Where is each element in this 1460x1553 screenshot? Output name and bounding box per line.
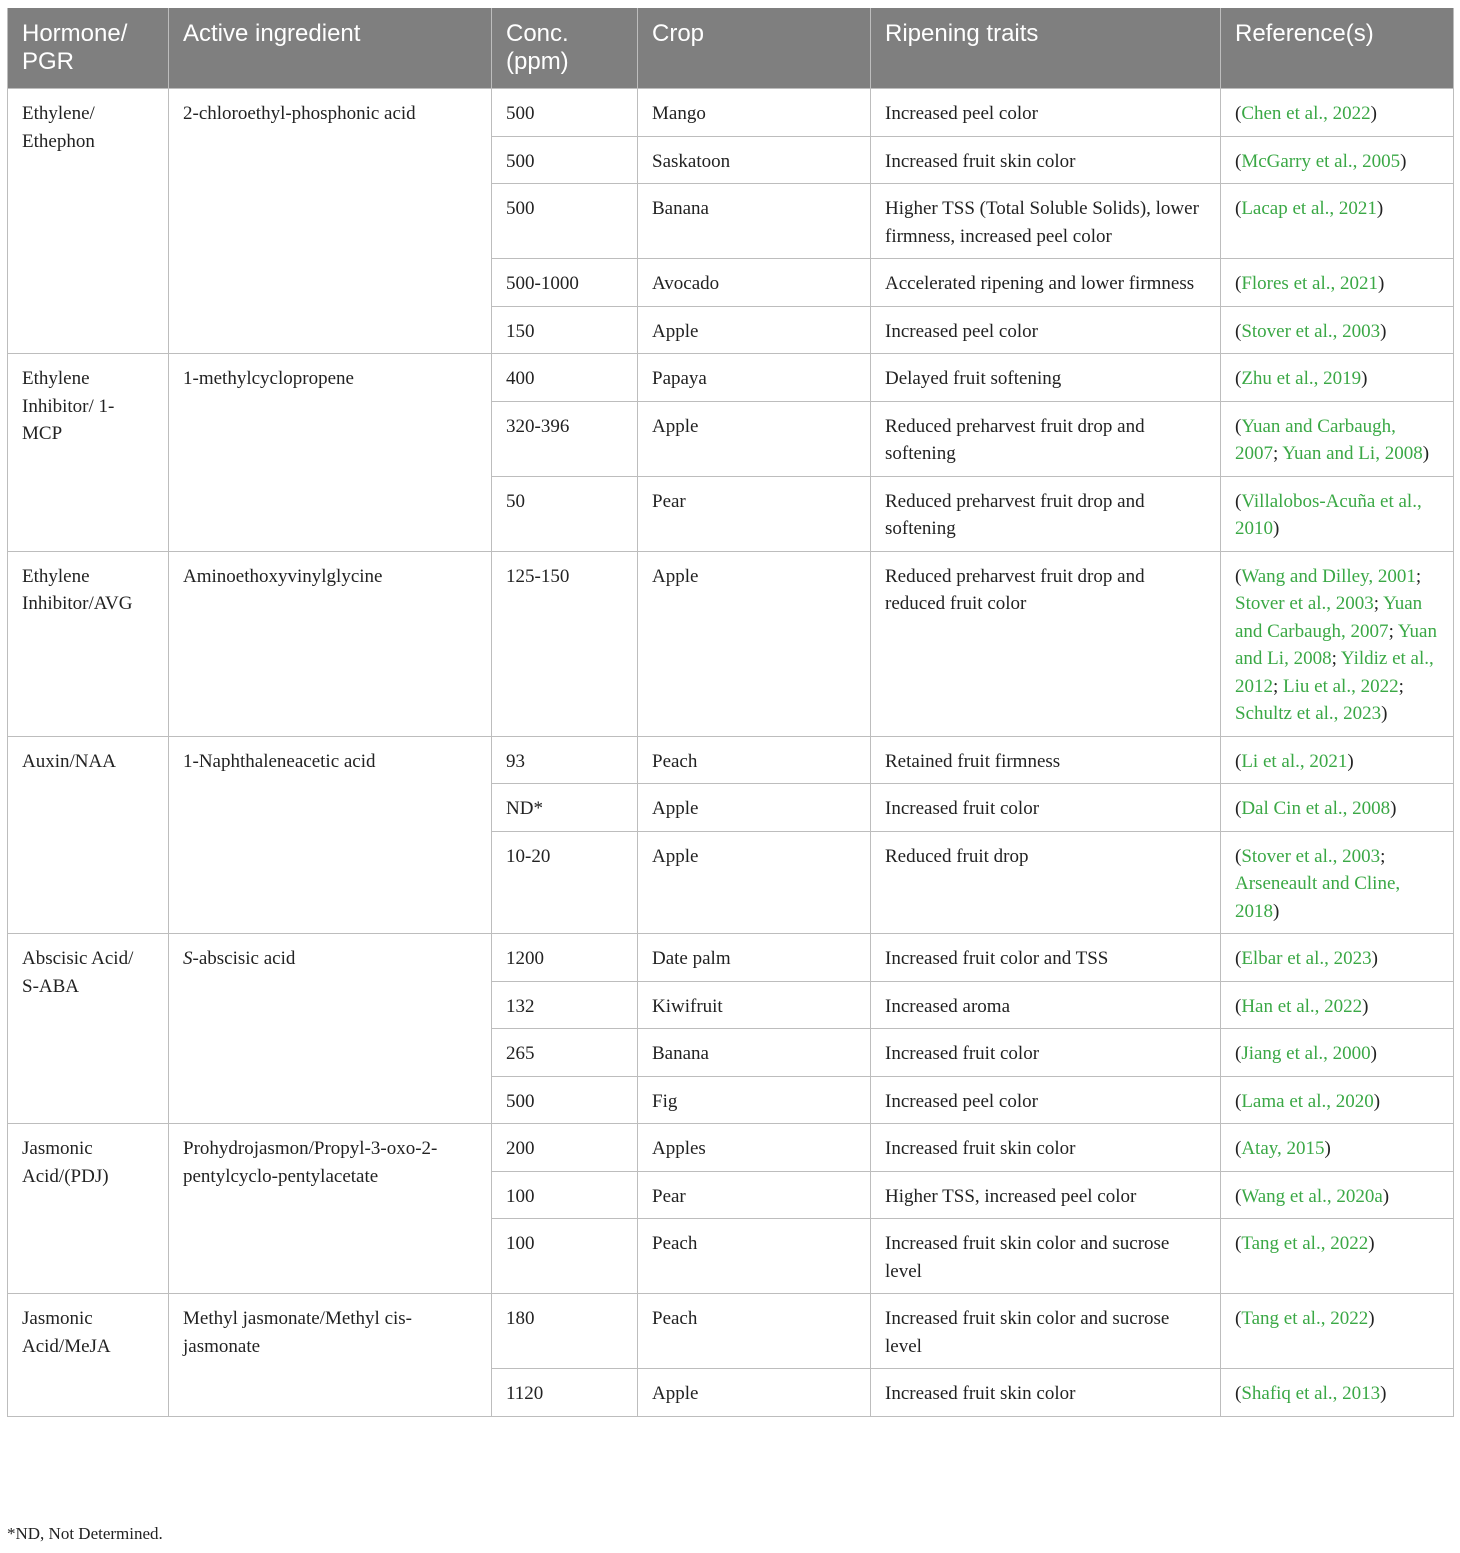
header-active-ingredient: Active ingredient: [169, 8, 492, 89]
cell-ripening-traits: Higher TSS (Total Soluble Solids), lower firmness, increased peel color: [871, 184, 1221, 259]
cell-references: (McGarry et al., 2005): [1221, 136, 1454, 184]
cell-ripening-traits: Increased fruit color and TSS: [871, 934, 1221, 982]
reference-link[interactable]: Flores et al., 2021: [1241, 273, 1379, 294]
reference-link[interactable]: Lacap et al., 2021: [1241, 198, 1377, 219]
reference-link[interactable]: Yuan and Carbaugh, 2007: [1235, 415, 1396, 464]
reference-link[interactable]: Yuan and Carbaugh, 2007: [1235, 593, 1423, 642]
cell-active-ingredient: 1-Naphthaleneacetic acid: [169, 736, 492, 934]
cell-concentration: 500: [492, 136, 638, 184]
header-crop: Crop: [638, 8, 871, 89]
cell-crop: Apple: [638, 1369, 871, 1417]
cell-references: (Shafiq et al., 2013): [1221, 1369, 1454, 1417]
reference-link[interactable]: Yildiz et al., 2012: [1235, 648, 1434, 697]
cell-hormone: Auxin/NAA: [8, 736, 169, 934]
cell-crop: Kiwifruit: [638, 981, 871, 1029]
cell-concentration: 320-396: [492, 401, 638, 476]
cell-references: (Stover et al., 2003): [1221, 306, 1454, 354]
cell-hormone: Ethylene/ Ethephon: [8, 89, 169, 354]
cell-hormone: Abscisic Acid/ S-ABA: [8, 934, 169, 1124]
cell-hormone: Jasmonic Acid/(PDJ): [8, 1124, 169, 1294]
cell-crop: Pear: [638, 476, 871, 551]
cell-ripening-traits: Increased peel color: [871, 89, 1221, 137]
reference-link[interactable]: Elbar et al., 2023: [1241, 948, 1372, 969]
cell-concentration: 100: [492, 1219, 638, 1294]
cell-concentration: 1200: [492, 934, 638, 982]
reference-link[interactable]: Dal Cin et al., 2008: [1241, 798, 1391, 819]
table-row: [8, 1294, 1454, 1369]
cell-crop: Apple: [638, 831, 871, 934]
cell-concentration: 100: [492, 1171, 638, 1219]
cell-concentration: 93: [492, 736, 638, 784]
cell-references: (Yuan and Carbaugh, 2007; Yuan and Li, 2008): [1221, 401, 1454, 476]
table-row: [8, 89, 1454, 137]
cell-concentration: 10-20: [492, 831, 638, 934]
reference-link[interactable]: Villalobos-Acuña et al., 2010: [1235, 490, 1422, 539]
reference-link[interactable]: Arseneault and Cline, 2018: [1235, 873, 1401, 922]
cell-references: (Tang et al., 2022): [1221, 1219, 1454, 1294]
cell-ripening-traits: Increased aroma: [871, 981, 1221, 1029]
cell-crop: Peach: [638, 1294, 871, 1369]
cell-ripening-traits: Increased fruit color: [871, 1029, 1221, 1077]
reference-link[interactable]: Stover et al., 2003: [1241, 845, 1381, 867]
cell-crop: Avocado: [638, 259, 871, 307]
cell-references: (Li et al., 2021): [1221, 736, 1454, 784]
cell-hormone: Jasmonic Acid/MeJA: [8, 1294, 169, 1417]
reference-link[interactable]: Atay, 2015: [1241, 1138, 1325, 1159]
cell-crop: Fig: [638, 1076, 871, 1124]
cell-crop: Papaya: [638, 354, 871, 402]
cell-concentration: 132: [492, 981, 638, 1029]
header-concentration: Conc. (ppm): [492, 8, 638, 89]
cell-concentration: 500-1000: [492, 259, 638, 307]
cell-ripening-traits: Increased fruit skin color and sucrose level: [871, 1219, 1221, 1294]
reference-link[interactable]: Wang et al., 2020a: [1241, 1185, 1383, 1207]
reference-link[interactable]: Yuan and Li, 2008: [1282, 443, 1423, 464]
cell-references: (Wang et al., 2020a): [1221, 1171, 1454, 1219]
reference-link[interactable]: Li et al., 2021: [1241, 750, 1348, 772]
cell-concentration: 500: [492, 1076, 638, 1124]
cell-references: (Flores et al., 2021): [1221, 259, 1454, 307]
cell-crop: Mango: [638, 89, 871, 137]
cell-concentration: 500: [492, 184, 638, 259]
cell-crop: Pear: [638, 1171, 871, 1219]
cell-ripening-traits: Reduced preharvest fruit drop and reduced fruit color: [871, 551, 1221, 736]
cell-references: (Zhu et al., 2019): [1221, 354, 1454, 402]
reference-link[interactable]: Shafiq et al., 2013: [1241, 1383, 1381, 1404]
header-references: Reference(s): [1221, 8, 1454, 89]
cell-references: (Chen et al., 2022): [1221, 89, 1454, 137]
cell-crop: Apple: [638, 551, 871, 736]
table-body: [8, 89, 1454, 1417]
cell-ripening-traits: Reduced fruit drop: [871, 831, 1221, 934]
ingredient-name: -abscisic acid: [192, 948, 296, 969]
reference-link[interactable]: Lama et al., 2020: [1241, 1090, 1374, 1112]
cell-references: (Jiang et al., 2000): [1221, 1029, 1454, 1077]
pgr-table: [7, 8, 1454, 1417]
cell-references: (Dal Cin et al., 2008): [1221, 784, 1454, 832]
cell-references: (Lama et al., 2020): [1221, 1076, 1454, 1124]
cell-references: (Wang and Dilley, 2001; Stover et al., 2003; Yuan and Carbaugh, 2007; Yuan and Li, 2008; Yildiz et al., 2012; Liu et al., 2022; Schultz et al., 2023): [1221, 551, 1454, 736]
cell-crop: Peach: [638, 1219, 871, 1294]
reference-link[interactable]: Tang et al., 2022: [1241, 1233, 1369, 1254]
reference-link[interactable]: Yuan and Li, 2008: [1235, 620, 1437, 669]
cell-concentration: 500: [492, 89, 638, 137]
header-row: [8, 8, 1454, 89]
cell-concentration: 50: [492, 476, 638, 551]
reference-link[interactable]: Schultz et al., 2023: [1235, 703, 1382, 724]
table-row: [8, 551, 1454, 736]
cell-ripening-traits: Reduced preharvest fruit drop and softening: [871, 476, 1221, 551]
cell-references: (Atay, 2015): [1221, 1124, 1454, 1172]
table-row: [8, 354, 1454, 402]
cell-concentration: 400: [492, 354, 638, 402]
cell-active-ingredient: [169, 934, 492, 1124]
cell-ripening-traits: Increased fruit color: [871, 784, 1221, 832]
cell-ripening-traits: Accelerated ripening and lower firmness: [871, 259, 1221, 307]
cell-concentration: 150: [492, 306, 638, 354]
cell-active-ingredient: Prohydrojasmon/Propyl-3-oxo-2-pentylcyclo-pentylacetate: [169, 1124, 492, 1294]
cell-ripening-traits: Increased peel color: [871, 1076, 1221, 1124]
cell-crop: Apple: [638, 784, 871, 832]
reference-link[interactable]: Stover et al., 2003: [1235, 593, 1374, 614]
cell-references: (Tang et al., 2022): [1221, 1294, 1454, 1369]
reference-link[interactable]: Han et al., 2022: [1241, 995, 1363, 1017]
cell-ripening-traits: Retained fruit firmness: [871, 736, 1221, 784]
cell-crop: Banana: [638, 184, 871, 259]
header-hormone: Hormone/ PGR: [8, 8, 169, 89]
cell-concentration: 180: [492, 1294, 638, 1369]
reference-link[interactable]: Zhu et al., 2019: [1241, 368, 1362, 389]
cell-active-ingredient: Aminoethoxyvinylglycine: [169, 551, 492, 736]
cell-ripening-traits: Reduced preharvest fruit drop and softening: [871, 401, 1221, 476]
header-ripening-traits: Ripening traits: [871, 8, 1221, 89]
cell-ripening-traits: Higher TSS, increased peel color: [871, 1171, 1221, 1219]
cell-hormone: Ethylene Inhibitor/AVG: [8, 551, 169, 736]
cell-ripening-traits: Increased fruit skin color: [871, 136, 1221, 184]
cell-crop: Saskatoon: [638, 136, 871, 184]
table-container: [7, 8, 1453, 1417]
cell-active-ingredient: 1-methylcyclopropene: [169, 354, 492, 552]
reference-link[interactable]: Chen et al., 2022: [1241, 103, 1371, 124]
cell-crop: Apple: [638, 306, 871, 354]
ingredient-italic-prefix: S: [183, 948, 193, 969]
cell-concentration: 1120: [492, 1369, 638, 1417]
cell-ripening-traits: Increased peel color: [871, 306, 1221, 354]
cell-hormone: Ethylene Inhibitor/ 1-MCP: [8, 354, 169, 552]
cell-ripening-traits: Increased fruit skin color and sucrose level: [871, 1294, 1221, 1369]
cell-references: (Stover et al., 2003; Arseneault and Cline, 2018): [1221, 831, 1454, 934]
reference-link[interactable]: McGarry et al., 2005: [1241, 150, 1401, 172]
reference-link[interactable]: Jiang et al., 2000: [1241, 1043, 1371, 1064]
reference-link[interactable]: Liu et al., 2022: [1283, 675, 1399, 697]
cell-concentration: 200: [492, 1124, 638, 1172]
cell-references: (Elbar et al., 2023): [1221, 934, 1454, 982]
cell-active-ingredient: 2-chloroethyl-phosphonic acid: [169, 89, 492, 354]
cell-references: (Villalobos-Acuña et al., 2010): [1221, 476, 1454, 551]
cell-crop: Apples: [638, 1124, 871, 1172]
table-row: [8, 736, 1454, 784]
cell-concentration: ND*: [492, 784, 638, 832]
cell-references: (Han et al., 2022): [1221, 981, 1454, 1029]
cell-concentration: 265: [492, 1029, 638, 1077]
cell-crop: Date palm: [638, 934, 871, 982]
cell-active-ingredient: Methyl jasmonate/Methyl cis-jasmonate: [169, 1294, 492, 1417]
cell-crop: Peach: [638, 736, 871, 784]
cell-crop: Banana: [638, 1029, 871, 1077]
cell-ripening-traits: Delayed fruit softening: [871, 354, 1221, 402]
cell-references: (Lacap et al., 2021): [1221, 184, 1454, 259]
reference-link[interactable]: Wang and Dilley, 2001: [1241, 565, 1416, 587]
cell-crop: Apple: [638, 401, 871, 476]
cell-ripening-traits: Increased fruit skin color: [871, 1369, 1221, 1417]
cell-concentration: 125-150: [492, 551, 638, 736]
table-footnote: *ND, Not Determined.: [7, 1524, 163, 1543]
table-row: [8, 934, 1454, 982]
reference-link[interactable]: Tang et al., 2022: [1241, 1308, 1369, 1329]
reference-link[interactable]: Stover et al., 2003: [1241, 320, 1381, 342]
table-row: [8, 1124, 1454, 1172]
cell-ripening-traits: Increased fruit skin color: [871, 1124, 1221, 1172]
